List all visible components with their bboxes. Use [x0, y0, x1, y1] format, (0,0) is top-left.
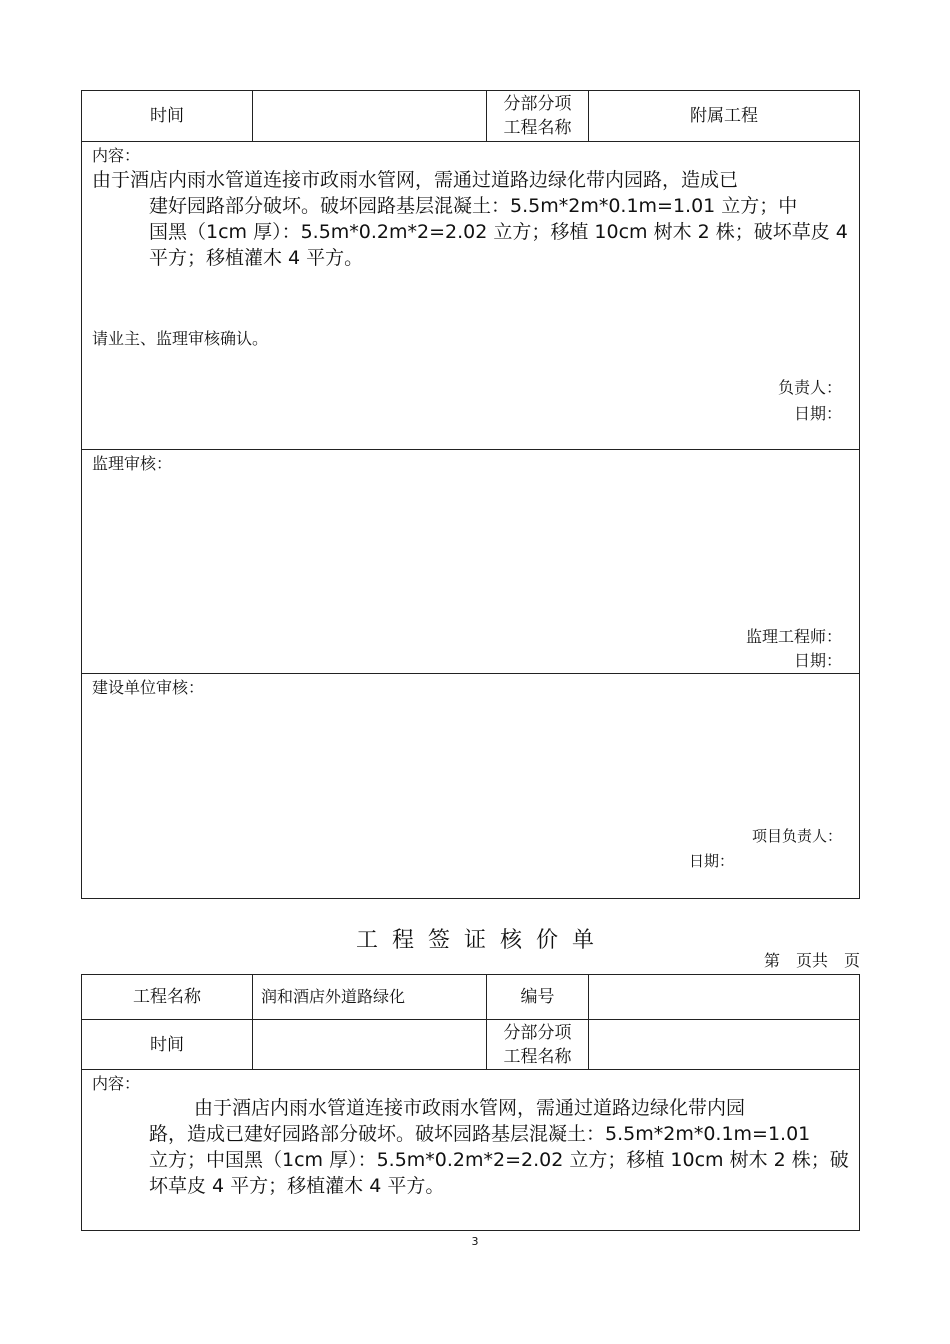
page-info: 第 页共 页	[763, 951, 860, 970]
row-divider	[81, 1069, 860, 1070]
section-label	[487, 1020, 588, 1069]
number-label	[487, 975, 588, 1019]
section-label-line1: 分部分项	[503, 1022, 572, 1043]
content-line: 坏草皮 4 平方；移植灌木 4 平方。	[149, 1175, 445, 1197]
review-request: 请业主、监理审核确认。	[92, 329, 269, 348]
content-line: 平方；移植灌木 4 平方。	[149, 247, 364, 269]
project-lead-label: 项目负责人：	[751, 827, 842, 845]
project-name-label-text: 工程名称	[133, 987, 201, 1007]
content-paragraph	[92, 167, 854, 271]
section-label	[487, 91, 588, 141]
time-label	[82, 91, 252, 141]
supervision-date-label: 日期：	[793, 651, 842, 670]
number-value	[589, 975, 859, 1019]
time-value	[253, 91, 486, 141]
content-line: 国黑（1cm 厚）：5.5m*0.2m*2=2.02 立方；移植 10cm 树木 2 株；破坏草皮 4	[149, 221, 848, 243]
time-label-text: 时间	[150, 106, 184, 126]
row-divider	[81, 673, 860, 674]
content-line: 路，造成已建好园路部分破坏。破坏园路基层混凝土：5.5m*2m*0.1m=1.01	[149, 1123, 811, 1145]
time-value	[253, 1020, 486, 1069]
content-line: 建好园路部分破坏。破坏园路基层混凝土：5.5m*2m*0.1m=1.01 立方；中	[149, 195, 798, 217]
content-line: 由于酒店内雨水管道连接市政雨水管网，需通过道路边绿化带内园	[194, 1097, 746, 1119]
supervision-label: 监理审核：	[92, 454, 173, 473]
time-label	[82, 1020, 252, 1069]
project-name-value-text: 润和酒店外道路绿化	[261, 987, 406, 1006]
responsible-label: 负责人：	[777, 378, 842, 397]
content-paragraph	[92, 1095, 854, 1199]
row-divider	[81, 141, 860, 142]
section-label-line1: 分部分项	[503, 94, 572, 114]
time-label-text: 时间	[150, 1034, 184, 1055]
project-name-value	[253, 975, 486, 1019]
date-label: 日期：	[793, 404, 842, 423]
content-label: 内容：	[92, 1074, 141, 1093]
section-value-text: 附属工程	[690, 106, 758, 126]
project-name-label	[82, 975, 252, 1019]
section-label-line2: 工程名称	[503, 1046, 572, 1067]
section-label-line2: 工程名称	[503, 118, 572, 138]
section-value	[589, 1020, 859, 1069]
number-label-text: 编号	[520, 987, 555, 1007]
section-value	[589, 91, 859, 141]
owner-date-label: 日期：	[688, 852, 734, 870]
content-line: 由于酒店内雨水管道连接市政雨水管网，需通过道路边绿化带内园路，造成已	[92, 169, 739, 191]
content-label: 内容：	[92, 146, 141, 165]
row-divider	[81, 449, 860, 450]
page-number: 3	[471, 1235, 479, 1248]
form-title: 工程签证核价单	[355, 928, 608, 953]
owner-review-label: 建设单位审核：	[92, 678, 205, 697]
supervision-engineer-label: 监理工程师：	[745, 627, 842, 646]
content-line: 立方；中国黑（1cm 厚）：5.5m*0.2m*2=2.02 立方；移植 10cm 树木 2 株；破	[149, 1149, 849, 1171]
